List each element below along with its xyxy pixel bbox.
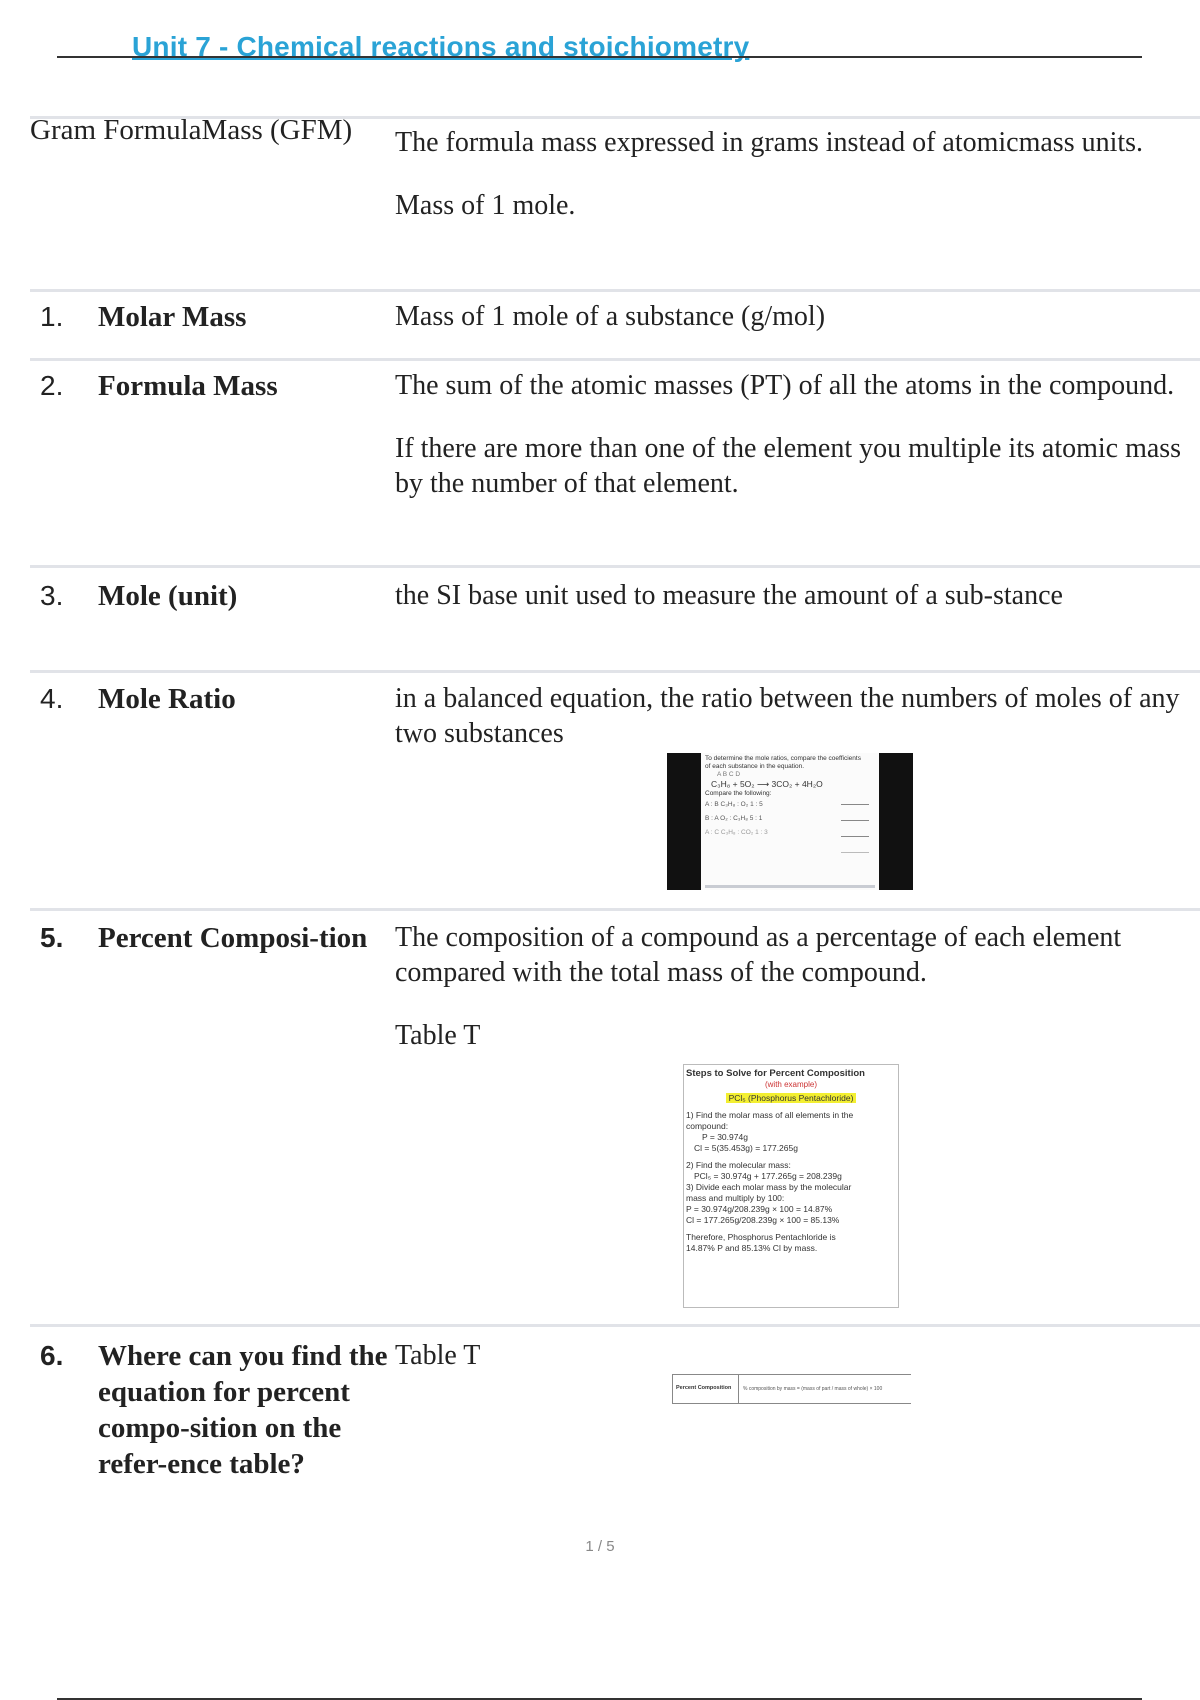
term-mole-ratio: Mole Ratio: [98, 683, 236, 715]
percent-composition-steps-image: [683, 1064, 899, 1308]
definition-line: Mass of 1 mole of a substance (g/mol): [395, 301, 826, 332]
steps-line: P = 30.974g: [702, 1132, 748, 1142]
definition-line: Mass of 1 mole.: [395, 190, 576, 221]
definition-percent-composition: [395, 920, 1195, 1053]
definition-molar-mass: [395, 299, 1195, 334]
term-gfm: Gram FormulaMass (GFM): [30, 114, 353, 146]
page-title: Unit 7 - Chemical reactions and stoichiometry: [132, 31, 750, 62]
definition-where-equation: [395, 1338, 1195, 1373]
steps-title: Steps to Solve for Percent Composition: [686, 1068, 865, 1079]
row-number: 4.: [40, 683, 64, 714]
definition-mole-ratio: [395, 681, 1195, 751]
slide-text: of each substance in the equation.: [705, 763, 805, 770]
steps-line: 14.87% P and 85.13% Cl by mass.: [686, 1243, 818, 1253]
term-where-equation: Where can you find the equation for percent compo-sition on the refer-ence table?: [98, 1340, 388, 1480]
steps-compound: PCl₅ (Phosphorus Pentachloride): [726, 1093, 857, 1103]
slide-text: B : A O₂ : C₃H₈ 5 : 1: [705, 815, 763, 822]
definition-mole-unit: [395, 578, 1195, 613]
row-divider: [30, 565, 1200, 568]
row-divider: [30, 289, 1200, 292]
row-divider: [30, 670, 1200, 673]
row-number: 2.: [40, 370, 64, 401]
table-t-divider: [738, 1375, 739, 1403]
title-rule: [57, 56, 1142, 58]
page-indicator: 1 / 5: [585, 1538, 615, 1555]
definition-gfm: [395, 125, 1195, 223]
mole-ratio-slide: [701, 753, 879, 890]
steps-line: 3) Divide each molar mass by the molecular: [686, 1182, 852, 1192]
steps-subtitle: (with example): [764, 1080, 817, 1089]
definition-line: The formula mass expressed in grams instead of atomicmass units.: [395, 127, 1144, 158]
steps-line: mass and multiply by 100:: [686, 1193, 785, 1203]
term-molar-mass: Molar Mass: [98, 301, 247, 333]
row-divider: [30, 358, 1200, 361]
slide-fraction-notes: [841, 797, 869, 857]
term-percent-composition: Percent Composi-tion: [98, 922, 368, 954]
definition-line: in a balanced equation, the ratio between the numbers of moles of any two substances: [395, 683, 1180, 749]
row-divider: [30, 908, 1200, 911]
slide-text: Compare the following:: [705, 790, 772, 797]
slide-text: A B C D: [717, 771, 741, 778]
steps-line: Therefore, Phosphorus Pentachloride is: [686, 1232, 836, 1242]
row-number: 6.: [40, 1340, 64, 1371]
row-number: 5.: [40, 922, 64, 953]
table-t-snippet-image: [672, 1374, 911, 1404]
definition-line: Table T: [395, 1020, 481, 1051]
term-mole-unit: Mole (unit): [98, 580, 238, 612]
steps-line: 1) Find the molar mass of all elements in the: [686, 1110, 854, 1120]
definition-line: the SI base unit used to measure the amount of a sub-stance: [395, 580, 1063, 611]
definition-line: Table T: [395, 1340, 481, 1371]
video-progress-track: [705, 885, 875, 888]
slide-text: A : B C₃H₈ : O₂ 1 : 5: [705, 801, 763, 808]
definition-line: The composition of a compound as a percentage of each element compared with the total mass of the compound.: [395, 922, 1122, 988]
table-t-label: Percent Composition: [676, 1385, 732, 1391]
table-t-formula: % composition by mass = (mass of part / mass of whole) × 100: [743, 1386, 883, 1392]
definition-line: The sum of the atomic masses (PT) of all the atoms in the compound.: [395, 370, 1175, 401]
definition-formula-mass: [395, 368, 1195, 501]
slide-equation: C₃H₈ + 5O₂ ⟶ 3CO₂ + 4H₂O: [711, 779, 823, 789]
row-number: 3.: [40, 580, 64, 611]
slide-text: To determine the mole ratios, compare the coefficients: [705, 755, 861, 762]
steps-line: 2) Find the molecular mass:: [686, 1160, 791, 1170]
definition-line: If there are more than one of the element you multiple its atomic mass by the number of that element.: [395, 433, 1182, 499]
row-divider: [30, 1324, 1200, 1327]
term-formula-mass: Formula Mass: [98, 370, 278, 402]
steps-line: compound:: [686, 1121, 729, 1131]
row-number: 1.: [40, 301, 64, 332]
steps-line: Cl = 177.265g/208.239g × 100 = 85.13%: [686, 1215, 840, 1225]
steps-line: Cl = 5(35.453g) = 177.265g: [694, 1143, 798, 1153]
slide-text: A : C C₃H₈ : CO₂ 1 : 3: [705, 829, 768, 836]
steps-line: P = 30.974g/208.239g × 100 = 14.87%: [686, 1204, 833, 1214]
steps-line: PCl₅ = 30.974g + 177.265g = 208.239g: [694, 1171, 842, 1181]
mole-ratio-thumbnail: [667, 753, 913, 890]
